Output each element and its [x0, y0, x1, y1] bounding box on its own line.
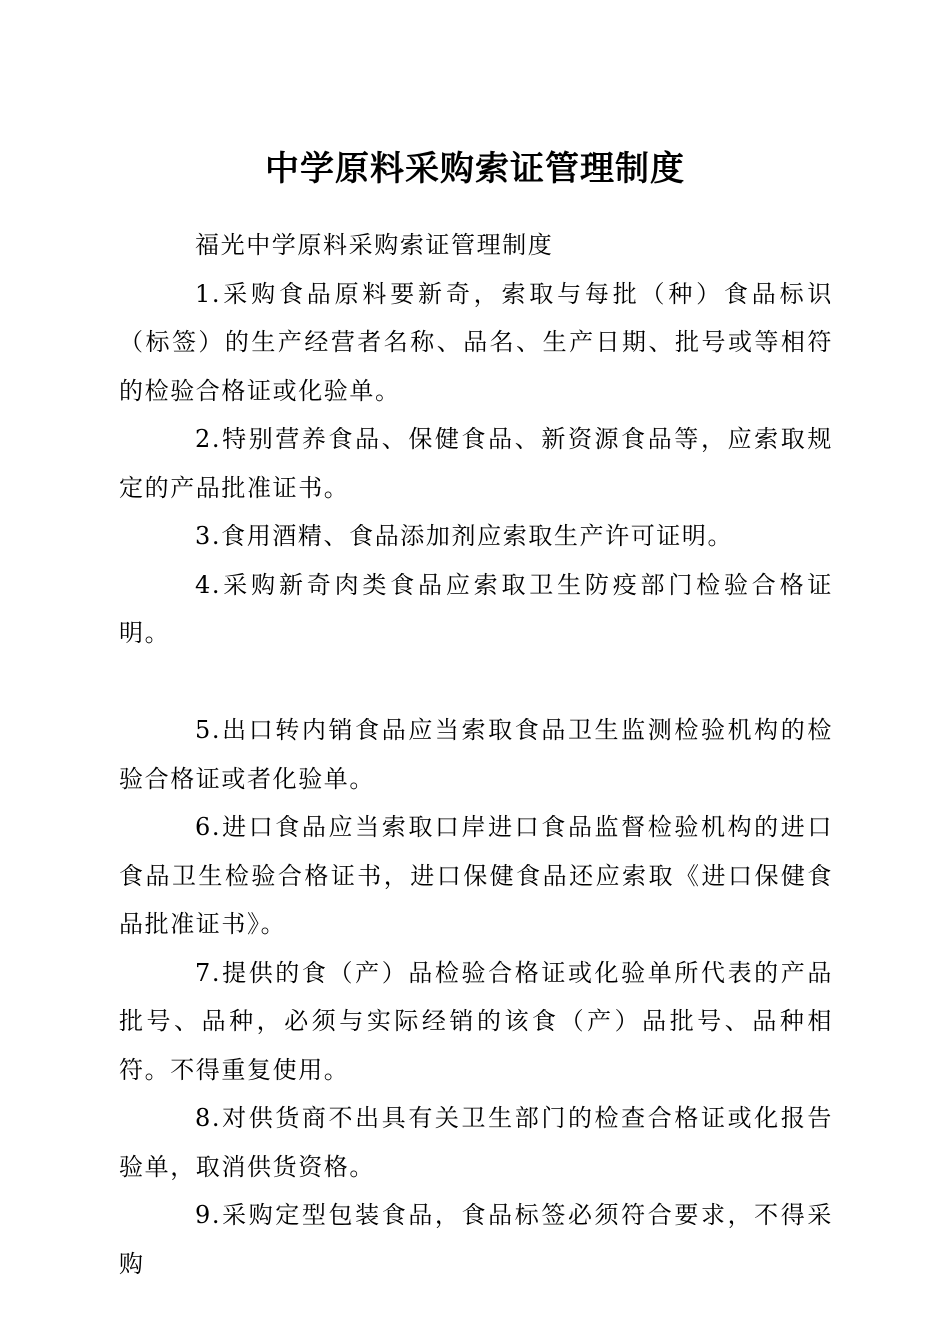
paragraph-subtitle: 福光中学原料采购索证管理制度: [195, 231, 554, 259]
paragraph-item-8: 8.对供货商不出具有关卫生部门的检查合格证或化报告验单，取消供货资格。: [119, 1104, 833, 1181]
paragraph-item-2: 2.特别营养食品、保健食品、新资源食品等，应索取规定的产品批准证书。: [119, 425, 833, 502]
paragraph-item-1: 1.采购食品原料要新奇，索取与每批（种）食品标识（标签）的生产经营者名称、品名、生产日期、批号或等相符的检验合格证或化验单。: [119, 279, 833, 405]
paragraph-item-4: 4.采购新奇肉类食品应索取卫生防疫部门检验合格证明。: [119, 570, 833, 647]
paragraph-item-9: 9.采购定型包装食品，食品标签必须符合要求，不得采购: [119, 1201, 833, 1278]
paragraph-item-3: 3.食用酒精、食品添加剂应索取生产许可证明。: [195, 522, 734, 550]
blank-line: [119, 658, 833, 707]
paragraph-item-7: 7.提供的食（产）品检验合格证或化验单所代表的产品批号、品种，必须与实际经销的该食（产）品批号、品种相符。不得重复使用。: [119, 958, 833, 1084]
paragraph-item-6: 6.进口食品应当索取口岸进口食品监督检验机构的进口食品卫生检验合格证书，进口保健食品还应索取《进口保健食品批准证书》。: [119, 813, 833, 938]
document-title: 中学原料采购索证管理制度: [265, 149, 685, 189]
document-body: [119, 221, 833, 1288]
paragraph-item-5: 5.出口转内销食品应当索取食品卫生监测检验机构的检验合格证或者化验单。: [119, 716, 833, 793]
